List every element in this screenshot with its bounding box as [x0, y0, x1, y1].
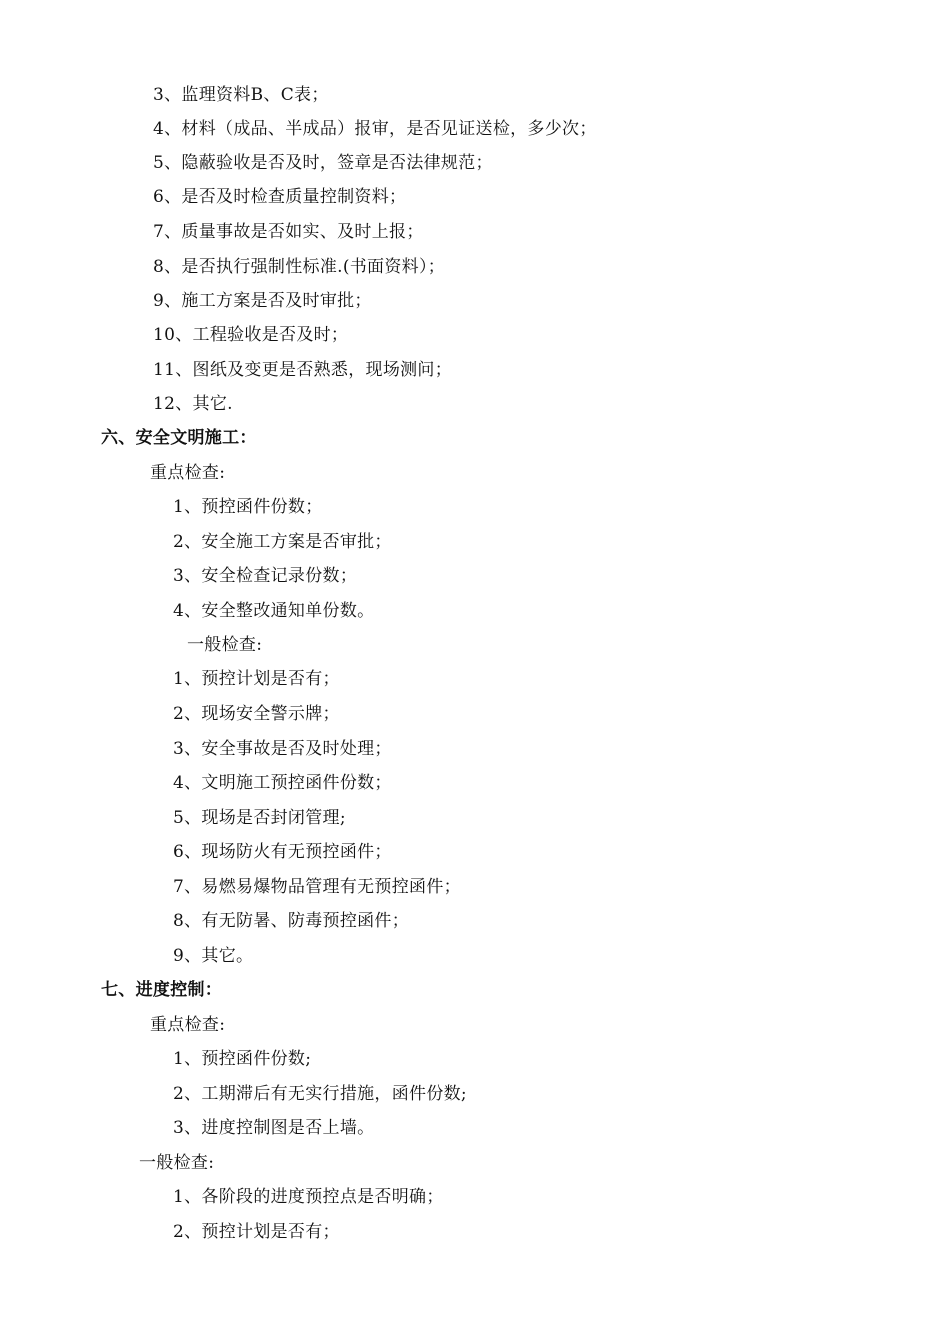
section7-general-item: 1、各阶段的进度预控点是否明确； — [173, 1187, 444, 1207]
section6-general-item: 2、现场安全警示牌； — [173, 704, 340, 724]
quality-item-12: 12、其它. — [153, 394, 233, 414]
section6-general-item: 6、现场防火有无预控函件； — [173, 842, 392, 862]
section7-general-label: 一般检查: — [139, 1153, 215, 1173]
section6-key-label: 重点检查: — [150, 463, 226, 483]
section7-key-label: 重点检查: — [150, 1015, 226, 1035]
section6-key-item: 1、预控函件份数； — [173, 497, 323, 517]
section6-key-item: 2、安全施工方案是否审批； — [173, 532, 392, 552]
section6-general-item: 7、易燃易爆物品管理有无预控函件； — [173, 877, 461, 897]
quality-item-8: 8、是否执行强制性标准.(书面资料）； — [153, 257, 446, 277]
quality-item-6: 6、是否及时检查质量控制资料； — [153, 187, 407, 207]
section6-key-item: 4、安全整改通知单份数。 — [173, 601, 375, 621]
section7-general-item: 2、预控计划是否有； — [173, 1222, 340, 1242]
section7-key-item: 2、工期滞后有无实行措施，函件份数; — [173, 1084, 467, 1104]
quality-item-7: 7、质量事故是否如实、及时上报； — [153, 222, 424, 242]
quality-item-3: 3、监理资料B、C表； — [153, 85, 329, 105]
section6-heading: 六、安全文明施工： — [101, 428, 257, 448]
quality-item-9: 9、施工方案是否及时审批； — [153, 291, 372, 311]
section6-general-item: 5、现场是否封闭管理; — [173, 808, 346, 828]
section6-general-item: 1、预控计划是否有； — [173, 669, 340, 689]
section7-key-item: 1、预控函件份数; — [173, 1049, 312, 1069]
section6-general-item: 8、有无防暑、防毒预控函件； — [173, 911, 410, 931]
section6-general-label: 一般检查: — [187, 635, 263, 655]
quality-item-5: 5、隐蔽验收是否及时，签章是否法律规范； — [153, 153, 493, 173]
section6-key-item: 3、安全检查记录份数； — [173, 566, 358, 586]
quality-item-4: 4、材料（成品、半成品）报审，是否见证送检，多少次； — [153, 119, 597, 139]
section6-general-item: 4、文明施工预控函件份数； — [173, 773, 392, 793]
quality-item-11: 11、图纸及变更是否熟悉，现场测问； — [153, 360, 453, 380]
section6-general-item: 9、其它。 — [173, 946, 254, 966]
section6-general-item: 3、安全事故是否及时处理； — [173, 739, 392, 759]
section7-key-item: 3、进度控制图是否上墙。 — [173, 1118, 375, 1138]
quality-item-10: 10、工程验收是否及时； — [153, 325, 349, 345]
section7-heading: 七、进度控制： — [101, 980, 223, 1000]
